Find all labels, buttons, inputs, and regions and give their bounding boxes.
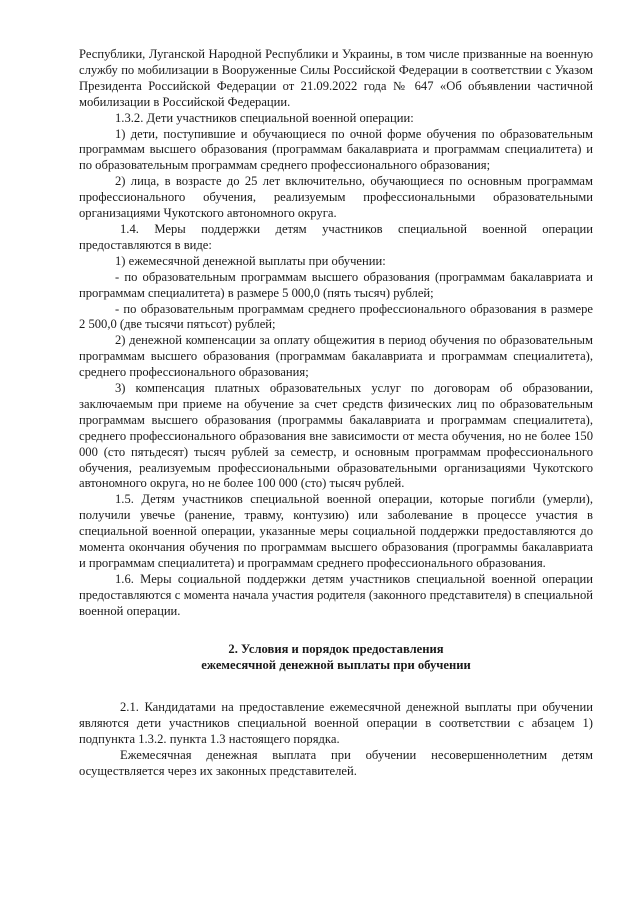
dash-item-higher-education: - по образовательным программам высшего образования (программам бакалавриата и программам специалитета) в размере 5 000,0 (пять тысяч) рублей; [79,269,593,300]
list-item-monthly-payment: 1) ежемесячной денежной выплаты при обучении: [115,253,386,268]
section-heading-line-2: ежемесячной денежной выплаты при обучении [201,657,471,672]
list-item-paid-services-compensation: 3) компенсация платных образовательных услуг по договорам об образовании, заключаемым при приеме на обучение за счет средств физических лиц по образовательным программам высшего образования (программы бакалавриата и программам специалитета), среднего профессионального образования вне зависимости от места обучения, но не более 150 000 (сто пятьдесят) тысяч рублей за семестр, и основным программам профессионального обучения, реализуемым профессиональными образовательными организациями Чукотского автономного округа, но не более 100 000 (сто) тысяч рублей. [79,381,593,491]
list-item-dormitory-compensation: 2) денежной компенсации за оплату общежития в период обучения по образовательным программам высшего образования (программам бакалавриата и программам специалитета), среднего профессионального образования; [79,333,593,380]
paragraph-continuation: Республики, Луганской Народной Республики и Украины, в том числе призванные на военную службу по мобилизации в Вооруженные Силы Российской Федерации в соответствии с Указом Президента Российской Федерации от 21.09.2022 года № 647 «Об объявлении частичной мобилизации в Российской Федерации. [79,47,593,109]
list-item-1: 1) дети, поступившие и обучающиеся по очной форме обучения по образовательным программам высшего образования (программам бакалавриата и программам специалитета) и по образовательным программам среднего профессионального образования; [79,126,593,173]
section-heading [79,642,593,674]
clause-2-1: 2.1. Кандидатами на предоставление ежемесячной денежной выплаты при обучении являются дети участников специальной военной операции в соответствии с абзацем 1) подпункта 1.3.2. пункта 1.3 настоящего порядка. [79,700,593,747]
section-heading-line-1: 2. Условия и порядок предоставления [228,641,444,656]
list-item-2: 2) лица, в возрасте до 25 лет включительно, обучающиеся по основным программам профессионального обучения, реализуемым профессиональными образовательными организациями Чукотского автономного округа. [79,174,593,221]
dash-item-secondary-education: - по образовательным программам среднего профессионального образования в размере 2 500,0 (две тысячи пятьсот) рублей; [79,301,593,332]
clause-1-4: 1.4. Меры поддержки детям участников специальной военной операции предоставляются в виде: [79,221,593,252]
clause-1-6: 1.6. Меры социальной поддержки детям участников специальной военной операции предоставляются с момента начала участия родителя (законного представителя) в специальной военной операции. [79,571,593,618]
clause-1-3-2: 1.3.2. Дети участников специальной военной операции: [115,110,414,125]
document-body [79,47,593,780]
paragraph-legal-representatives: Ежемесячная денежная выплата при обучении несовершеннолетним детям осуществляется через их законных представителей. [79,748,593,779]
clause-1-5: 1.5. Детям участников специальной военной операции, которые погибли (умерли), получили увечье (ранение, травму, контузию) или заболевание в процессе участия в специальной военной операции, указанные меры социальной поддержки предоставляются до момента окончания обучения по программам высшего образования (программы бакалавриата и программам специалитета) и программам среднего профессионального образования. [79,492,593,570]
